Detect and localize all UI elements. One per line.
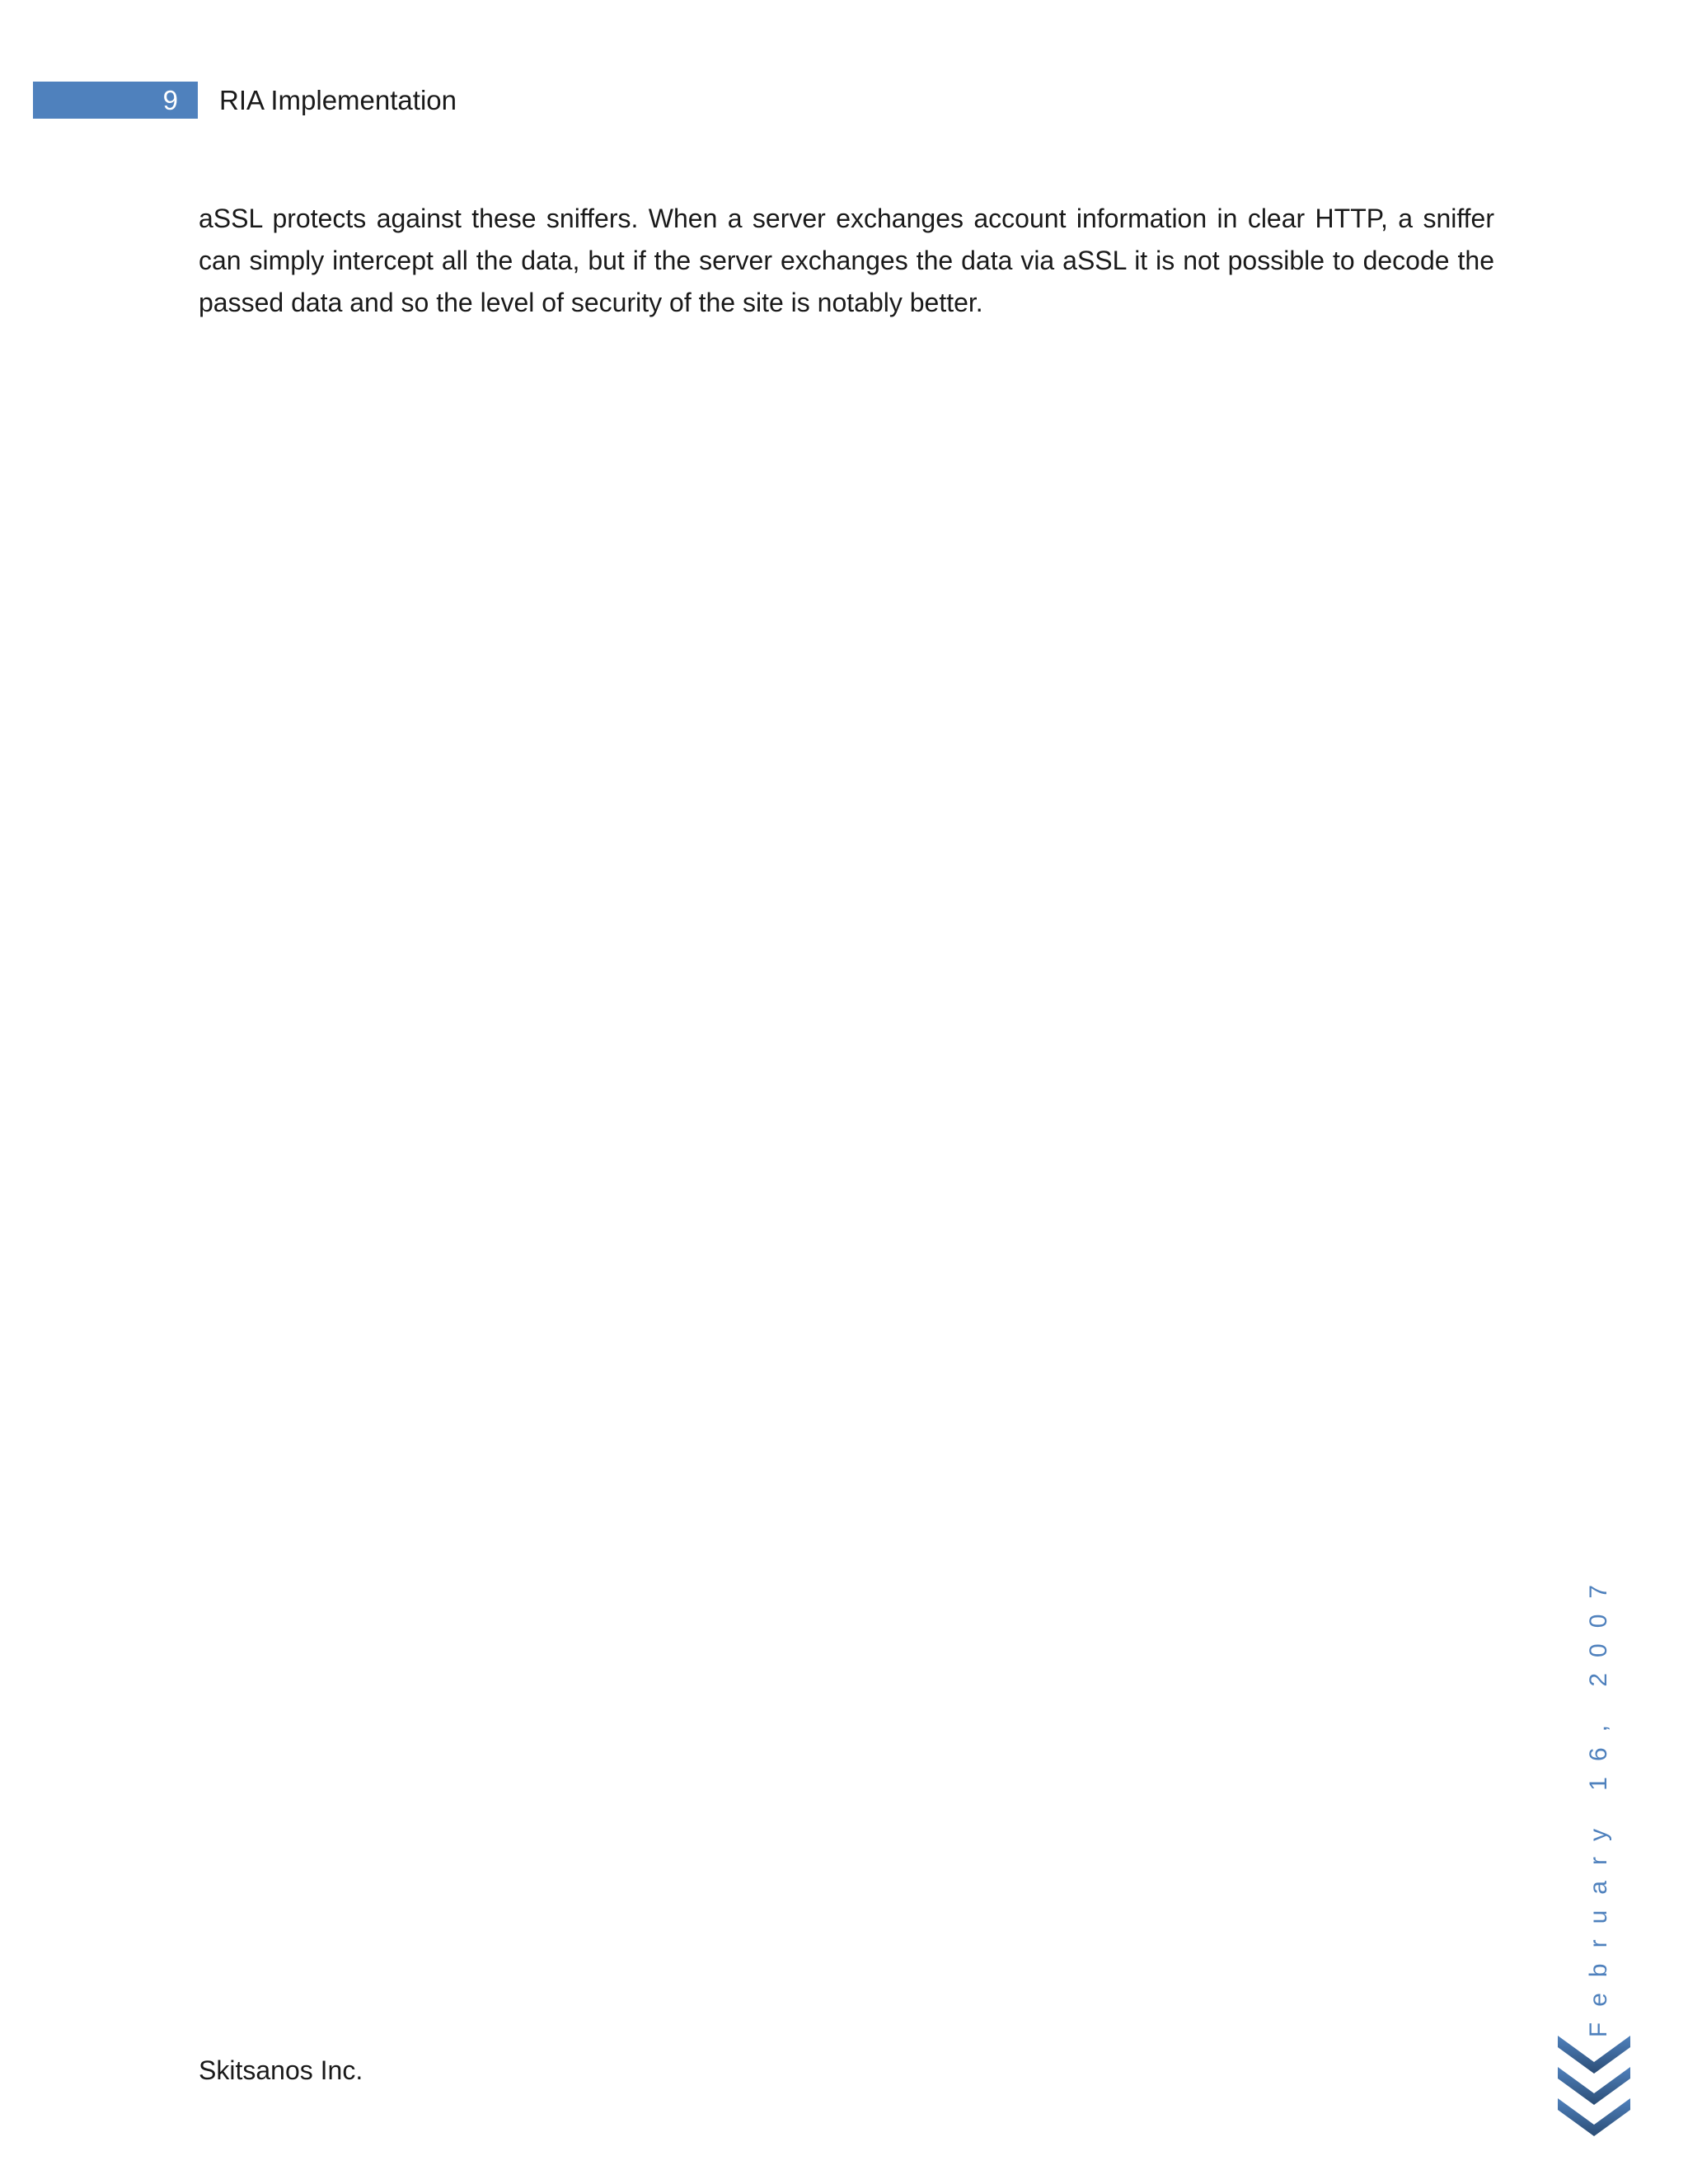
header-title: RIA Implementation bbox=[219, 84, 457, 115]
chevron-down-icon bbox=[1558, 2036, 1630, 2141]
page-number-box bbox=[33, 82, 198, 119]
footer-company: Skitsanos Inc. bbox=[199, 2055, 363, 2085]
sidebar-date-text: February 16, 2007 bbox=[1585, 1568, 1612, 2037]
sidebar-date bbox=[1578, 1568, 1620, 2037]
page-number: 9 bbox=[162, 85, 178, 115]
body-paragraph: aSSL protects against these sniffers. When a server exchanges account information in clear HTTP, a sniffer can simply intercept all the data, but if the server exchanges the data via aSSL it is not possible to decode the passed data and so the level of security of the site is notably better. bbox=[199, 204, 1494, 317]
